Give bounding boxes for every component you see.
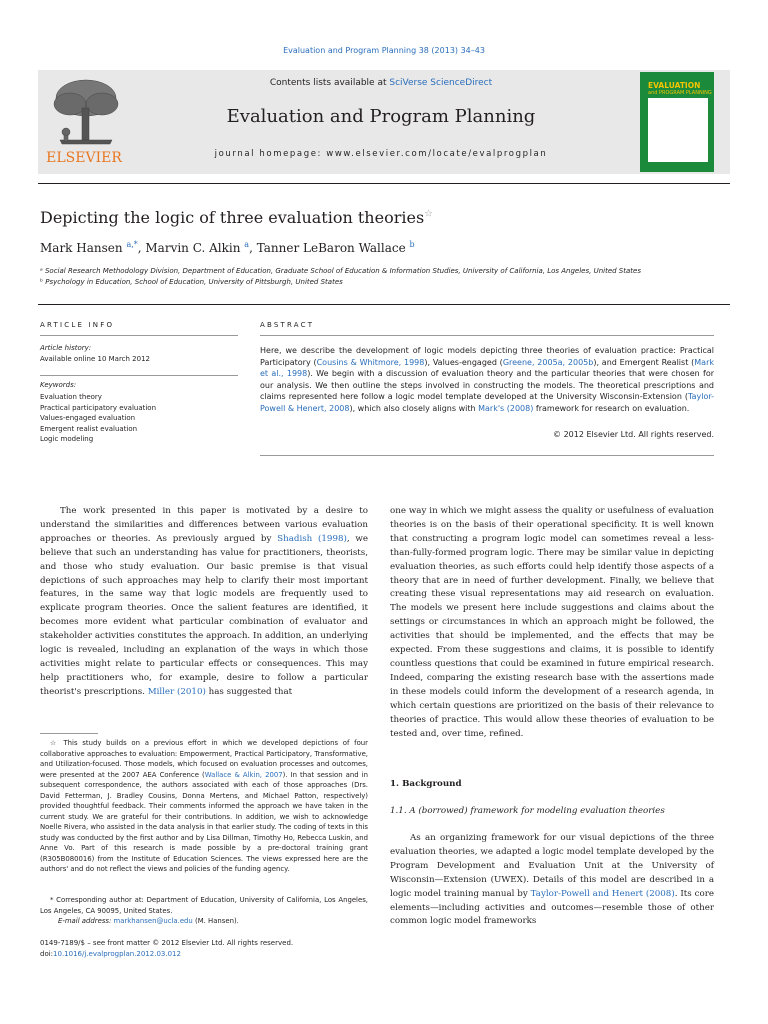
article-info-heading: ARTICLE INFO [40, 321, 115, 329]
keyword: Evaluation theory [40, 393, 102, 401]
keyword: Values-engaged evaluation [40, 414, 136, 423]
citation-link[interactable]: Taylor-Powell & Henert, 2008 [260, 392, 714, 413]
contents-line: Contents lists available at SciVerse ScienceDirect [269, 78, 493, 88]
keyword: Practical participatory evaluation [40, 403, 157, 412]
author-affiliation-mark[interactable]: a,* [126, 240, 138, 249]
journal-homepage[interactable]: journal homepage: www.elsevier.com/locate/evalprogplan [214, 149, 548, 159]
cover-subtitle: and PROGRAM PLANNING [648, 90, 712, 96]
body-paragraph: As an organizing framework for our visual depictions of the three evaluation theories, we adapted a logic model template developed by the Program Development and Evaluation Unit at the University of Wisconsin—Extension (UWEX). Details of this model are described in a logic model training manual by Taylor-Powell and Henert (2008). Its core elements—including activities and outcomes—resemble those of other common logic model frameworks [390, 833, 714, 927]
footnote-email: E-mail address: markhansen@ucla.edu (M. Hansen). [58, 917, 239, 925]
citation-link[interactable]: Wallace & Alkin, 2007 [204, 770, 283, 779]
citation-link[interactable]: Miller (2010) [147, 686, 206, 697]
citation-link[interactable]: Greene, 2005a, 2005b [502, 357, 594, 367]
author-name: Tanner LeBaron Wallace [256, 241, 406, 255]
cover-title: EVALUATION [648, 81, 701, 90]
article-title: Depicting the logic of three evaluation theories☆ [40, 208, 434, 227]
abstract-heading: ABSTRACT [260, 321, 315, 329]
tree-icon [54, 80, 118, 144]
affiliation-a: ᵃ Social Research Methodology Division, Department of Education, Graduate School of Education & Information Studies, University of California, Los Angeles, United States [40, 267, 641, 275]
doi-line: doi:10.1016/j.evalprogplan.2012.03.012 [40, 950, 181, 958]
footnote-corresponding-author: * Corresponding author at: Department of Education, University of California, Los Angeles, Los Angeles, CA 90095, United States. [40, 896, 368, 915]
sciencedirect-link[interactable]: SciVerse ScienceDirect [389, 78, 493, 88]
footnote-divider [40, 733, 98, 734]
citation-link[interactable]: Mark et al., 1998 [260, 357, 714, 378]
history-label: Article history: [40, 344, 92, 352]
journal-name: Evaluation and Program Planning [226, 106, 536, 127]
journal-cover-thumbnail[interactable] [640, 72, 714, 172]
journal-reference[interactable]: Evaluation and Program Planning 38 (2013) 34–43 [283, 46, 485, 55]
history-value: Available online 10 March 2012 [40, 355, 150, 363]
body-paragraph: one way in which we might assess the quality or usefulness of evaluation theories is on the basis of their operational specificity. It is well known that constructing a program logic model can sometimes reveal a less-than-fully-formed program logic. There may be similar value in depicting evaluation theories, as such efforts could help identify those aspects of a theory that are in need of further development. Finally, we believe that creating these visual representations may aid research on evaluation. The models we present here include suggestions and claims about the settings or circumstances in which an approach might be followed, the activities that should be implemented, and the effects that may be expected. From these suggestions and claims, it is possible to identify countless questions that could be examined in future empirical research. Indeed, comparing the existing research base with the assertions made in these models could inform the development of a research agenda, in which certain questions are prioritized on the basis of their relevance to theories of practice. This would allow these theories of evaluation to be tested and, over time, refined. [390, 506, 714, 739]
keywords-divider [40, 375, 238, 376]
header-divider [38, 183, 730, 184]
citation-link[interactable]: Cousins & Whitmore, 1998 [316, 357, 425, 367]
cover-page-area [648, 98, 708, 162]
keyword: Logic modeling [40, 435, 94, 444]
keywords-label: Keywords: [40, 381, 77, 389]
doi-link[interactable]: 10.1016/j.evalprogplan.2012.03.012 [53, 950, 181, 958]
title-divider [38, 304, 730, 305]
subsection-heading-framework: 1.1. A (borrowed) framework for modeling evaluation theories [390, 806, 665, 816]
body-paragraph: The work presented in this paper is motivated by a desire to understand the similarities and differences between various evaluation approaches or theories. As previously argued by Shadish (1998), we believe that such an understanding has value for practitioners, theorists, and those who study evaluation. Our basic premise is that visual depictions of such approaches may help to clarify their most important features, in the same way that logic models are frequently used to explicate program theories. Once the salient features are identified, it becomes more evident what particular combination of evaluator and stakeholder activities constitutes the approach. In addition, an underlying logic is revealed, including an explanation of the ways in which those activities might relate to particular effects or consequences. This may help practitioners who, for example, desire to follow a particular theorist's prescriptions. Miller (2010) has suggested that [40, 506, 368, 697]
abstract-copyright: © 2012 Elsevier Ltd. All rights reserved. [553, 430, 714, 439]
abstract-bottom-divider [260, 455, 714, 456]
elsevier-tree-logo [40, 74, 128, 168]
email-link[interactable]: markhansen@ucla.edu [113, 917, 193, 925]
title-footnote-mark[interactable]: ☆ [424, 208, 434, 220]
issn-line: 0149-7189/$ – see front matter © 2012 Elsevier Ltd. All rights reserved. [40, 939, 294, 947]
author-affiliation-mark[interactable]: b [409, 240, 415, 249]
citation-link[interactable]: Shadish (1998) [277, 533, 347, 544]
keywords-list [40, 392, 156, 445]
citation-link[interactable]: Taylor-Powell and Henert (2008) [530, 888, 675, 899]
section-heading-background: 1. Background [390, 779, 462, 789]
author-list: Mark Hansen $^{a,*}$, Marvin C. Alkin $^a$, Tanner LeBaron Wallace $^b$ [40, 240, 415, 255]
footnote-funding: ☆ This study builds on a previous effort in which we developed depictions of four collaborative approaches to evaluation: Empowerment, Practical Participatory, Transformative, and Utilization-focused. Those models, which focused on evaluation processes and outcomes, were presented at the 2007 AEA Conference (Wallace & Alkin, 2007). In that session and in subsequent correspondence, the authors associated with each of those approaches (Drs. David Fetterman, J. Bradley Cousins, Donna Mertens, and Michael Patton, respectively) provided thoughtful feedback. Their comments informed the approach we have taken in the current study. We are grateful for their contributions. In addition, we wish to acknowledge Noelle Rivera, who assisted in the data analysis in that earlier study. The coding of texts in this study was conducted by the first author and by Lisa Dillman, Timothy Ho, Rebecca Luskin, and Anne Vo. Part of this research is made possible by a pre-doctoral training grant (R305B080016) from the Institute of Education Sciences. The views expressed here are the authors' and do not reflect the views and policies of the funding agency. [40, 739, 368, 873]
article-info-divider [40, 335, 238, 336]
abstract-text: Here, we describe the development of logic models depicting three theories of evaluation practice: Practical Participatory (Cousins & Whitmore, 1998), Values-engaged (Greene, 2005a, 2005b), and Emergent Realist (Mark et al., 1998). We begin with a discussion of evaluation theory and the particular theories that were chosen for our analysis. We then outline the steps involved in constructing the models. The theoretical prescriptions and claims represented here follow a logic model template developed at the University Wisconsin-Extension (Taylor-Powell & Henert, 2008), which also closely aligns with Mark's (2008) framework for research on evaluation. [260, 346, 715, 413]
abstract-divider [260, 335, 714, 336]
author-name: Mark Hansen [40, 241, 123, 255]
keyword: Emergent realist evaluation [40, 424, 138, 433]
publisher-wordmark: ELSEVIER [46, 150, 122, 166]
author-affiliation-mark[interactable]: a [244, 240, 250, 249]
journal-header-center [138, 72, 624, 172]
author-name: Marvin C. Alkin [145, 241, 241, 255]
affiliation-b: ᵇ Psychology in Education, School of Education, University of Pittsburgh, United States [40, 278, 343, 286]
footnote-star-mark: ☆ [50, 739, 59, 747]
citation-link[interactable]: Mark's (2008) [478, 403, 534, 413]
